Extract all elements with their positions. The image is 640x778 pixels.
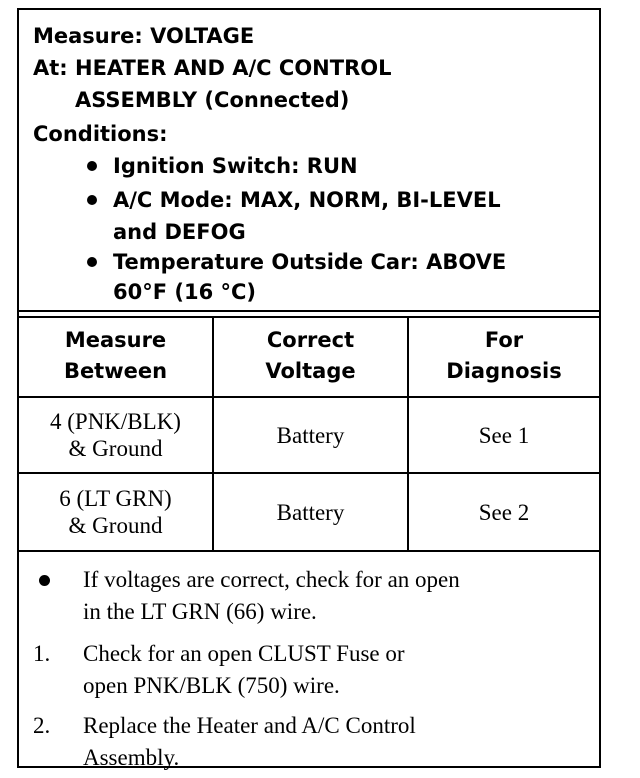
cell-line: & Ground [68, 513, 163, 538]
column-header-line: Voltage [265, 359, 356, 383]
note-text: in the LT GRN (66) wire. [83, 599, 317, 624]
row-divider [19, 550, 599, 552]
note-item-1 [33, 638, 591, 702]
condition-text: A/C Mode: MAX, NORM, BI-LEVEL [113, 188, 501, 212]
note-text: If voltages are correct, check for an open [83, 567, 460, 592]
table-row-1-diagnosis: See 1 [478, 422, 530, 448]
condition-text: Ignition Switch: RUN [113, 154, 358, 178]
note-text: Check for an open CLUST Fuse or [83, 641, 405, 666]
at-line-1: At: HEATER AND A/C CONTROL [33, 56, 392, 80]
note-number: 2. [33, 713, 51, 738]
cell-line: 4 (PNK/BLK) [50, 409, 181, 434]
column-header-line: For [484, 328, 524, 352]
bullet-icon [87, 161, 97, 171]
note-item-general [33, 564, 591, 628]
column-header-for-diagnosis [409, 316, 599, 396]
bullet-icon [87, 195, 97, 205]
column-header-line: Between [63, 359, 168, 383]
table-row-1-voltage: Battery [276, 422, 345, 448]
condition-text-continued: 60°F (16 °C) [113, 280, 257, 304]
bullet-icon [39, 575, 50, 586]
bullet-icon [87, 257, 97, 267]
note-item-2 [33, 710, 591, 774]
note-number: 1. [33, 641, 51, 666]
table-row-2-voltage: Battery [276, 499, 345, 525]
table-row-2-between [19, 474, 212, 550]
table-row-1-between [19, 398, 212, 472]
table-row-2-diagnosis: See 2 [478, 499, 530, 525]
condition-text: Temperature Outside Car: ABOVE [113, 250, 507, 274]
condition-text-continued: and DEFOG [113, 220, 246, 244]
column-header-measure-between [19, 316, 212, 396]
column-header-line: Correct [266, 328, 355, 352]
note-text: open PNK/BLK (750) wire. [83, 673, 340, 698]
note-text: Replace the Heater and A/C Control [83, 713, 416, 738]
cell-line: 6 (LT GRN) [59, 486, 172, 511]
column-header-correct-voltage [214, 316, 407, 396]
measurement-table [19, 316, 599, 552]
column-header-line: Diagnosis [446, 359, 562, 383]
at-line-2: ASSEMBLY (Connected) [75, 88, 350, 112]
cell-line: & Ground [68, 436, 163, 461]
column-header-line: Measure [64, 328, 167, 352]
diagnostic-chart-frame [17, 8, 601, 768]
note-text: Assembly. [83, 745, 180, 770]
conditions-label: Conditions: [33, 122, 168, 146]
measure-label: Measure: VOLTAGE [33, 24, 255, 48]
measurement-header [19, 10, 599, 310]
